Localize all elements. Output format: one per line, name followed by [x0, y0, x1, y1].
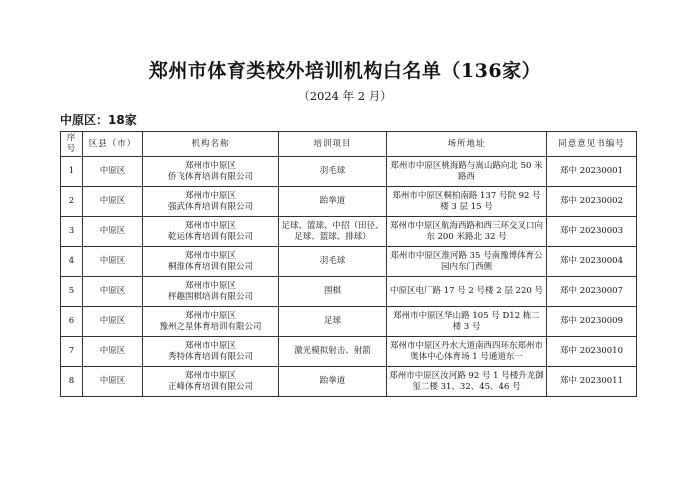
section-heading: 中原区：18家: [60, 113, 137, 127]
org-line2: 正峰体育培训有限公司: [167, 381, 253, 392]
cell-no: 6: [61, 307, 83, 337]
cell-no: 1: [61, 157, 83, 187]
cell-project: 足球: [279, 307, 387, 337]
org-line1: 郑州市中原区: [184, 250, 236, 261]
cell-code: 郑中 20230002: [547, 187, 637, 217]
cell-code: 郑中 20230010: [547, 337, 637, 367]
table-row: [61, 277, 637, 307]
cell-district: 中原区: [83, 187, 143, 217]
cell-address: 郑州市中原区桃海路与嵩山路向北 50 米路西: [387, 157, 547, 187]
org-line2: 枰趣围棋培训有限公司: [167, 291, 253, 302]
cell-project: 足球、篮球、中招（田径、足球、篮球、排球）: [279, 217, 387, 247]
cell-district: 中原区: [83, 277, 143, 307]
org-line2: 秀特体育培训有限公司: [167, 351, 253, 362]
cell-project: 羽毛球: [279, 247, 387, 277]
cell-org: [143, 157, 279, 187]
cell-address: 郑州市中原区华山路 105 号 D12 栋二楼 3 号: [387, 307, 547, 337]
table-header-row: [61, 132, 637, 157]
table-row: [61, 187, 637, 217]
cell-org: [143, 277, 279, 307]
table-row: [61, 307, 637, 337]
cell-project: 激光模拟射击、射箭: [279, 337, 387, 367]
cell-address: 郑州市中原区淮河路 35 号南豫博体育公园内东门西侧: [387, 247, 547, 277]
header-district: 区县（市）: [83, 132, 143, 157]
cell-address: 郑州市中原区桐柏南路 137 号院 92 号楼 3 层 15 号: [387, 187, 547, 217]
cell-address: 郑州市中原区航海西路和西三环交叉口向东 200 米路北 32 号: [387, 217, 547, 247]
cell-code: 郑中 20230004: [547, 247, 637, 277]
cell-project: 跆拳道: [279, 187, 387, 217]
cell-district: 中原区: [83, 247, 143, 277]
cell-district: 中原区: [83, 367, 143, 397]
cell-org: [143, 247, 279, 277]
cell-org: [143, 307, 279, 337]
cell-code: 郑中 20230003: [547, 217, 637, 247]
header-address: 场所地址: [387, 132, 547, 157]
table-row: [61, 337, 637, 367]
cell-code: 郑中 20230001: [547, 157, 637, 187]
org-line1: 郑州市中原区: [184, 160, 236, 171]
header-no: 序号: [61, 132, 83, 157]
cell-no: 2: [61, 187, 83, 217]
cell-project: 跆拳道: [279, 367, 387, 397]
cell-org: [143, 367, 279, 397]
org-line1: 郑州市中原区: [184, 340, 236, 351]
org-line1: 郑州市中原区: [184, 280, 236, 291]
cell-district: 中原区: [83, 217, 143, 247]
cell-code: 郑中 20230011: [547, 367, 637, 397]
header-code: 同意意见书编号: [547, 132, 637, 157]
table-row: [61, 217, 637, 247]
table-row: [61, 367, 637, 397]
cell-no: 7: [61, 337, 83, 367]
cell-org: [143, 217, 279, 247]
date-subtitle: （2024 年 2 月）: [298, 89, 392, 103]
table-row: [61, 247, 637, 277]
org-line2: 侨飞体育培训有限公司: [167, 171, 253, 182]
cell-address: 中原区电厂路 17 号 2 号楼 2 层 220 号: [387, 277, 547, 307]
cell-district: 中原区: [83, 157, 143, 187]
cell-org: [143, 187, 279, 217]
cell-no: 8: [61, 367, 83, 397]
org-line1: 郑州市中原区: [184, 190, 236, 201]
org-line2: 乾运体育培训有限公司: [167, 231, 253, 242]
page-title: 郑州市体育类校外培训机构白名单（136家）: [148, 60, 542, 82]
header-org: 机构名称: [143, 132, 279, 157]
table-row: [61, 157, 637, 187]
cell-code: 郑中 20230009: [547, 307, 637, 337]
cell-district: 中原区: [83, 307, 143, 337]
cell-no: 3: [61, 217, 83, 247]
cell-org: [143, 337, 279, 367]
cell-district: 中原区: [83, 337, 143, 367]
cell-address: 郑州市中原区丹水大道南西四环东郑州市奥体中心体育场 1 号通道东一: [387, 337, 547, 367]
cell-no: 4: [61, 247, 83, 277]
org-line1: 郑州市中原区: [184, 220, 236, 231]
org-line2: 桐淮体育培训有限公司: [167, 261, 253, 272]
header-project: 培训项目: [279, 132, 387, 157]
org-line2: 强武体育培训有限公司: [167, 201, 253, 212]
cell-project: 羽毛球: [279, 157, 387, 187]
org-line2: 豫州之星体育培训有限公司: [159, 321, 262, 332]
cell-code: 郑中 20230007: [547, 277, 637, 307]
cell-address: 郑州市中原区汝河路 92 号 1 号楼升龙御玺二楼 31、32、45、46 号: [387, 367, 547, 397]
whitelist-table: [60, 131, 637, 397]
org-line1: 郑州市中原区: [184, 370, 236, 381]
org-line1: 郑州市中原区: [184, 310, 236, 321]
cell-no: 5: [61, 277, 83, 307]
cell-project: 围棋: [279, 277, 387, 307]
